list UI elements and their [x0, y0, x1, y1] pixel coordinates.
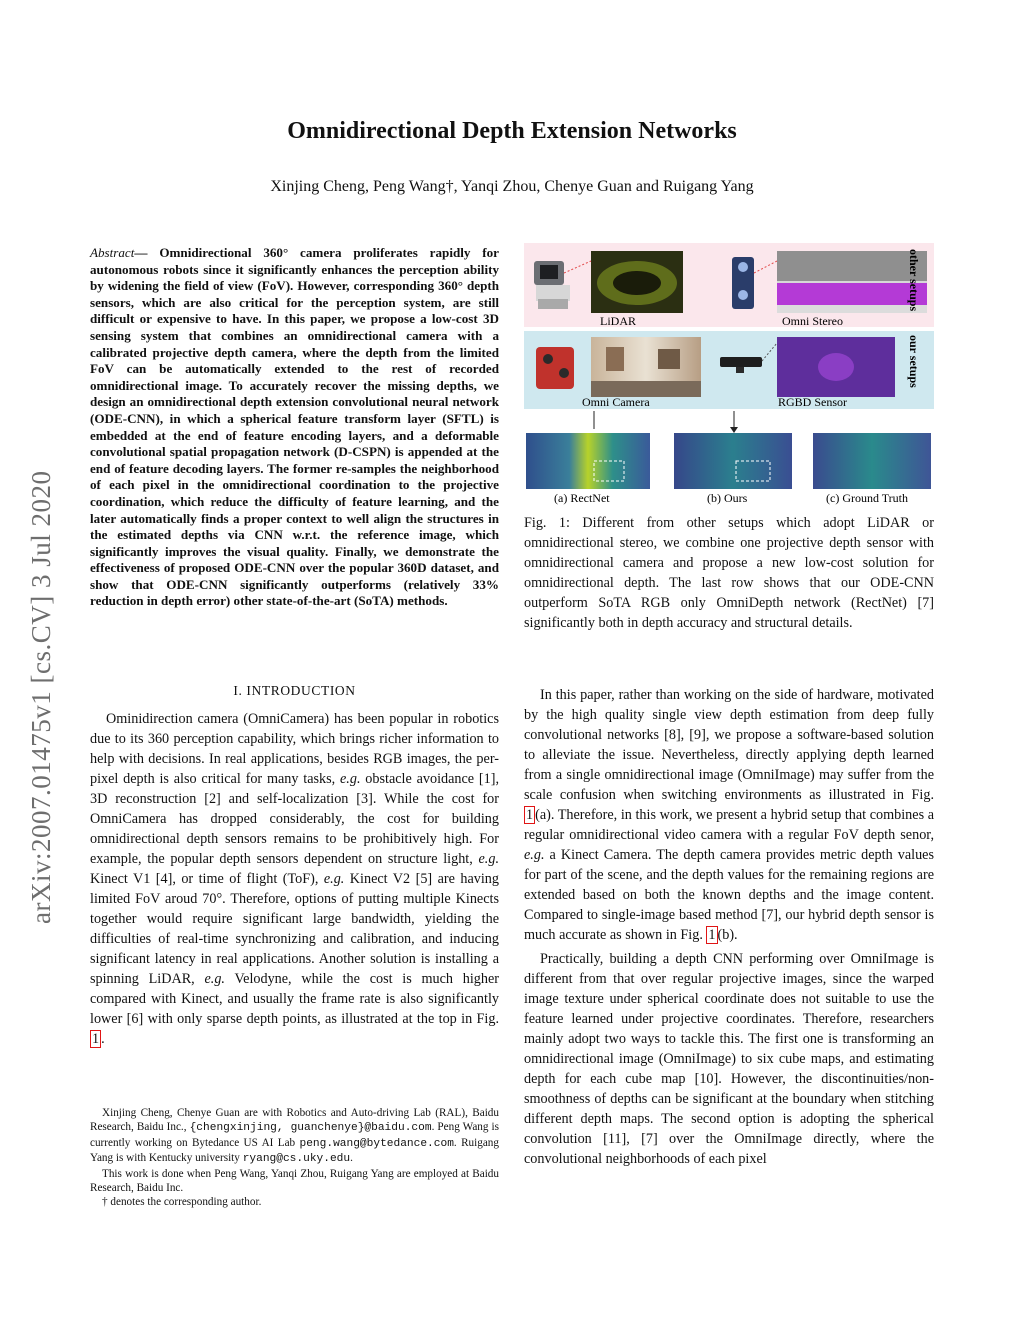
eg-italic: e.g. — [478, 851, 499, 867]
arrow-head-icon — [730, 427, 738, 433]
paper-title: Omnidirectional Depth Extension Networks — [287, 118, 737, 144]
footnote-text: . Peng Wang is currently working on Bytedance US AI Lab — [90, 1121, 499, 1149]
eg-italic: e.g. — [204, 971, 225, 987]
arxiv-identifier: arXiv:2007.01475v1 [cs.CV] 3 Jul 2020 — [26, 470, 56, 924]
side-label-our-setups: our setups — [907, 335, 921, 388]
eg-italic: e.g. — [323, 871, 345, 887]
label-lidar: LiDAR — [600, 314, 636, 328]
email-link[interactable]: {chengxinjing, guanchenye}@baidu.com — [189, 1122, 432, 1135]
body-text: (b). — [717, 927, 738, 943]
label-rgbd-sensor: RGBD Sensor — [778, 395, 848, 409]
footnote-text: . Ruigang Yang is with Kentucky university — [90, 1136, 499, 1165]
omni-rgb-image — [591, 337, 701, 397]
footnote-employment: This work is done when Peng Wang, Yanqi Zhou, Ruigang Yang are employed at Baidu Research, Baidu Inc. — [90, 1167, 499, 1195]
body-text: a Kinect Camera. The depth camera provides metric depth values for part of the scene, and the depth values for the remaining regions are extended based on both the known depths and the image content. Compared to single-image based method [7], our hybrid depth sensor is much accurate as shown in Fig. — [524, 847, 934, 943]
intro-text: obstacle avoidance [1], 3D reconstruction [2] and self-localization [3]. While the cost for OmniCamera has dropped considerably, the cost for building omnidirectional depth sensors remains to be prohibitively high. For example, the popular depth sensors dependent on structure light, — [90, 771, 499, 867]
rgbd-depth-image — [777, 337, 895, 397]
depth-map-rectnet — [526, 433, 650, 489]
abstract — [90, 245, 499, 610]
intro-text: Kinect V2 [5] are having limited FoV aroud 70°. Therefore, options of putting multiple Kinects together would require significant large bandwidth, yielding the difficulties of real-time synchronizing and calibration, and inducing significant latency in real applications. Another solution is installing a spinning LiDAR, — [90, 871, 499, 987]
side-label-other-setups: other setups — [907, 249, 921, 312]
omni-stereo-depth-image — [777, 251, 927, 313]
depth-map-ground-truth — [813, 433, 931, 489]
right-column-body — [524, 685, 934, 1169]
right-paragraph-2: Practically, building a depth CNN performing over OmniImage is different from that over regular projective images, since the warped image texture under spherical coordinate does not suitable to use the feature learned under projective coordinates. Therefore, researchers mainly adopt two ways to tackle this. The first one is transforming an omnidirectional image (OmniImage) to six cube maps, and estimating depth for each cube map [10]. However, the discontinuities/non-smoothness of depths can be significant at the boundary when stitching different depth maps. The second option is adopting the spherical convolution [11], [7] over the OmniImage directly, where the convolutional neighborhoods of each pixel — [524, 951, 934, 1167]
intro-paragraph — [90, 709, 499, 1049]
abstract-label: Abstract — [90, 245, 135, 260]
footnote-corresponding: † denotes the corresponding author. — [102, 1196, 262, 1209]
eg-italic: e.g. — [524, 847, 545, 863]
depth-map-ours — [674, 433, 792, 489]
figure-reference-link[interactable]: 1 — [708, 927, 716, 943]
intro-text: Ominidirection camera (OmniCamera) has been popular in robotics due to its 360 perception capability, which brings richer information to help with decisions. In real applications, besides RGB images, the per-pixel depth is also critical for many tasks, — [90, 711, 499, 787]
figure-1-caption: Fig. 1: Different from other setups which adopt LiDAR or omnidirectional stereo, we combine one projective depth sensor with omnidirectional camera and propose a new low-cost solution for omnidirectional depth. The last row shows that our ODE-CNN outperform SoTA RGB only OmniDepth network (RectNet) [7] significantly both in depth accuracy and structural details. — [524, 515, 934, 631]
footnote-text: Xinjing Cheng, Chenye Guan are with Robotics and Auto-driving Lab (RAL), Baidu Research, Baidu Inc., — [90, 1107, 499, 1134]
omni-camera-device-icon — [536, 347, 574, 389]
figure-reference-link[interactable]: 1 — [92, 1031, 100, 1047]
figure-1 — [524, 243, 934, 507]
paper-authors: Xinjing Cheng, Peng Wang†, Yanqi Zhou, Chenye Guan and Ruigang Yang — [270, 178, 754, 195]
label-omni-stereo: Omni Stereo — [782, 314, 843, 328]
omni-stereo-device-icon — [732, 257, 754, 309]
figure-1-graphic — [524, 243, 934, 507]
intro-text: Velodyne, while the cost is much higher compared with Kinect, and usually the frame rate is also significantly lower [6] with only sparse depth points, as illustrated at the top in Fig. — [90, 971, 500, 1027]
lidar-pointcloud-image — [591, 251, 683, 313]
body-text: (a). Therefore, in this work, we present a hybrid setup that combines a regular omnidirectional video camera with a regular FoV depth senor, — [524, 807, 934, 843]
label-ground-truth: (c) Ground Truth — [826, 491, 909, 505]
footnote-text: . — [350, 1152, 353, 1165]
email-link[interactable]: ryang@cs.uky.edu — [242, 1153, 351, 1166]
figure-reference-link[interactable]: 1 — [526, 807, 534, 823]
footnotes — [90, 1106, 499, 1210]
eg-italic: e.g. — [340, 771, 361, 787]
section-heading-introduction: I. INTRODUCTION — [233, 683, 356, 698]
footnote-affiliations — [90, 1106, 499, 1167]
label-ours: (b) Ours — [707, 491, 748, 505]
email-link[interactable]: peng.wang@bytedance.com — [299, 1137, 454, 1150]
intro-text: Kinect V1 [4], or time of flight (ToF), — [90, 871, 324, 887]
right-paragraph-1 — [524, 685, 934, 945]
label-rectnet: (a) RectNet — [554, 491, 610, 505]
label-omni-camera: Omni Camera — [582, 395, 650, 409]
body-text: In this paper, rather than working on the side of hardware, motivated by the high quality single view depth estimation from deep fully convolutional networks [8], [9], we propose a software-based solution to alleviate the issue. Nevertheless, directly applying depth learned from a single omnidirectional image (OmniImage) may suffer from the scale confusion when switching environments as illustrated in Fig. — [524, 687, 934, 803]
intro-text: . — [101, 1031, 105, 1047]
abstract-text: — Omnidirectional 360° camera proliferates rapidly for autonomous robots since it significantly enhances the perception ability by widening the field of view (FoV). However, corresponding 360° depth sensors, which are also critical for the perception system, are still difficult or expensive to have. In this paper, we propose a low-cost 3D sensing system that combines an omnidirectional camera with a calibrated projective depth camera, where the depth from the limited FoV can be automatically extended to the rest of recorded omnidirectional image. To accurately recover the missing depths, we design an omnidirectional depth extension convolutional neural network (ODE-CNN), in which a spherical feature transform layer (SFTL) is embedded at the end of feature encoding layers, and a deformable convolutional spatial propagation network (D-CSPN) is appended at the end of feature decoding layers. The former re-samples the neighborhood of each pixel in the omnidirectional coordination to the projective coordination, which reduce the difficulty of feature learning, and the later automatically finds a proper context to well align the structures in the estimated depths via CNN w.r.t. the reference image, which significantly improves the visual quality. Finally, we demonstrate the effectiveness of proposed ODE-CNN over the popular 360D dataset, and show that ODE-CNN significantly outperforms (relatively 33% reduction in depth error) other state-of-the-art (SoTA) methods. — [90, 245, 499, 609]
